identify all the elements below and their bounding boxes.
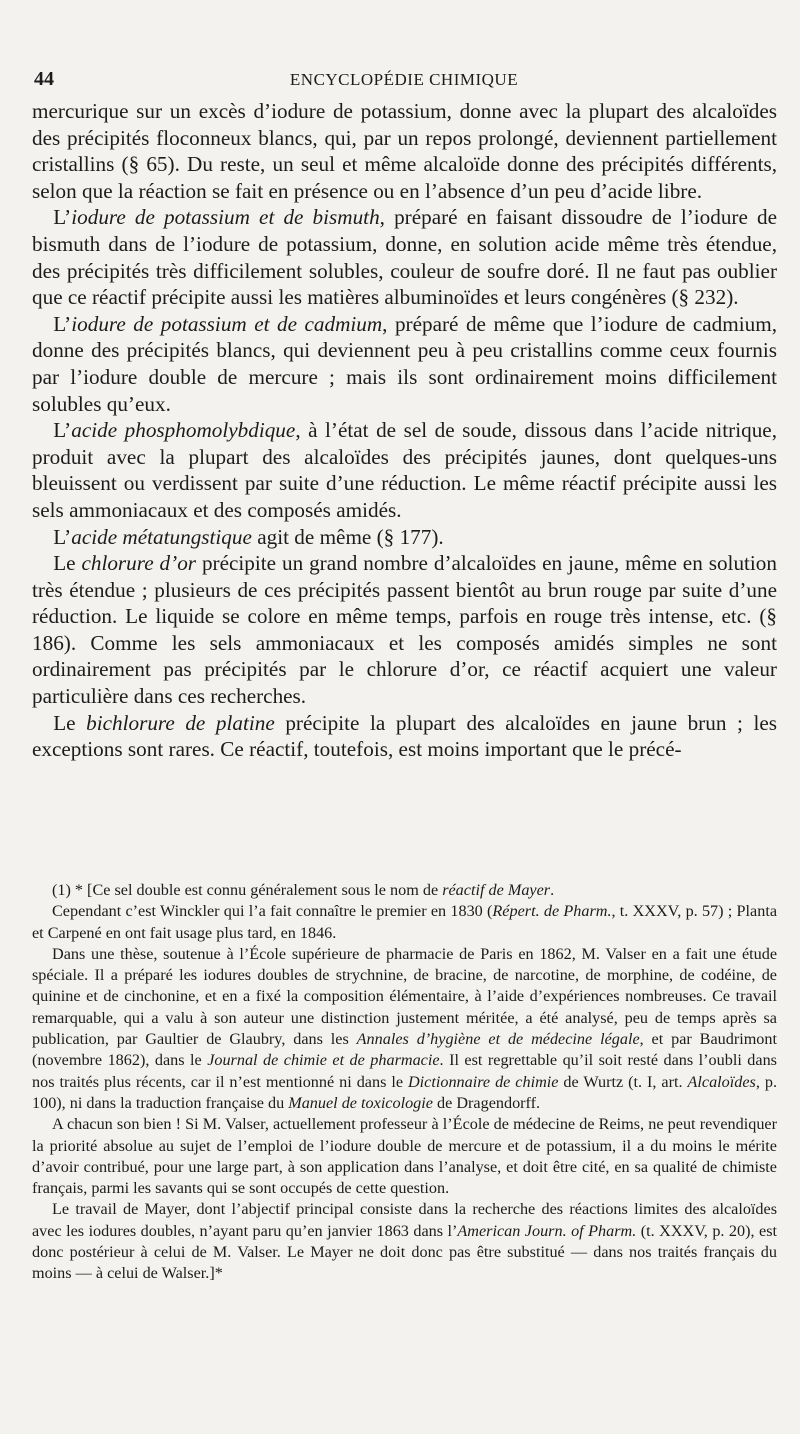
paragraph: L’acide métatungstique agit de même (§ 177). <box>53 524 444 549</box>
footnotes <box>32 880 777 1285</box>
page-header <box>32 68 776 94</box>
footnote: Cependant c’est Winckler qui l’a fait connaître le premier en 1830 (Répert. de Pharm., t. XXXV, p. 57) ; Planta et Carpené en ont fait usage plus tard, en 1846. <box>32 902 777 942</box>
footnote: A chacun son bien ! Si M. Valser, actuellement professeur à l’École de médecine de Reims, ne peut revendiquer la priorité absolue au sujet de l’emploi de l’iodure double de mercure et de potassium, il a du moins le mérite d’avoir contribué, pour une large part, à son application dans l’analyse, et doit être cité, en sa qualité de chimiste français, parmi les savants qui se sont occupés de cette question. <box>32 1115 777 1198</box>
paragraph: Le chlorure d’or précipite un grand nombre d’alcaloïdes en jaune, même en solution très étendue ; plusieurs de ces précipités passent bientôt au brun rouge par suite d’une réduction. Le liquide se colore en même temps, parfois en rouge très intense, etc. (§ 186). Comme les sels ammoniacaux et les composés amidés simples ne sont ordinairement pas précipités par le chlorure d’or, ce réactif acquiert une valeur particulière dans ces recherches. <box>32 551 777 709</box>
paragraph: L’iodure de potassium et de cadmium, préparé de même que l’iodure de cadmium, donne des précipités blancs, qui deviennent peu à peu cristallins comme ceux fournis par l’iodure double de mercure ; mais ils sont ordinairement moins difficilement solubles qu’eux. <box>32 311 777 416</box>
footnote: Le travail de Mayer, dont l’abjectif principal consiste dans la recherche des réactions limites des alcaloïdes avec les iodures doubles, n’ayant paru qu’en janvier 1863 dans l’American Journ. of Pharm. (t. XXXV, p. 20), est donc postérieur à celui de M. Valser. Le Mayer ne doit donc pas être substitué — dans nos traités français du moins — à celui de Walser.]* <box>32 1200 778 1283</box>
footnote: Dans une thèse, soutenue à l’École supérieure de pharmacie de Paris en 1862, M. Valser en a fait une étude spéciale. Il a préparé les iodures doubles de strychnine, de bracine, de narcotine, de morphine, de codéine, de quinine et de cinchonine, et en a fixé la composition élémentaire, à l’aide d’expériences nombreuses. Ce travail remarquable, qui a valu à son auteur une distinction justement méritée, a été analysé, peu de temps après sa publication, par Gaultier de Glaubry, dans les Annales d’hygiène et de médecine légale, et par Baudrimont (novembre 1862), dans le Journal de chimie et de pharmacie. Il est regrettable qu’il soit resté dans l’oubli dans nos traités plus récents, car il n’est mentionné ni dans le Dictionnaire de chimie de Wurtz (t. I, art. Alcaloïdes, p. 100), ni dans la traduction française du Manuel de toxicologie de Dragendorff. <box>32 944 778 1112</box>
running-title: ENCYCLOPÉDIE CHIMIQUE <box>289 70 519 89</box>
paragraph: L’iodure de potassium et de bismuth, préparé en faisant dissoudre de l’iodure de bismuth dans de l’iodure de potassium, donne, en solution acide même très étendue, des précipités très difficilement solubles, couleur de soufre doré. Il ne faut pas oublier que ce réactif précipite aussi les matières albuminoïdes et leurs congénères (§ 232). <box>32 205 778 310</box>
paragraph: mercurique sur un excès d’iodure de potassium, donne avec la plupart des alcaloïdes des précipités floconneux blancs, qui, par un repos prolongé, deviennent partiellement cristallins (§ 65). Du reste, un seul et même alcaloïde donne des précipités différents, selon que la réaction se fait en présence ou en l’absence d’un peu d’acide libre. <box>32 99 777 203</box>
main-text <box>32 98 777 763</box>
page-number: 44 <box>34 68 54 90</box>
footnote: (1) * [Ce sel double est connu généralement sous le nom de réactif de Mayer. <box>52 881 555 899</box>
paragraph: L’acide phosphomolybdique, à l’état de sel de soude, dissous dans l’acide nitrique, produit avec la plupart des alcaloïdes des précipités jaunes, dont quelques-uns bleuissent ou verdissent par suite d’une réduction. Le même réactif précipite aussi les sels ammoniacaux et des composés amidés. <box>32 418 777 522</box>
paragraph: Le bichlorure de platine précipite la plupart des alcaloïdes en jaune brun ; les exceptions sont rares. Ce réactif, toutefois, est moins important que le précé- <box>32 710 777 762</box>
